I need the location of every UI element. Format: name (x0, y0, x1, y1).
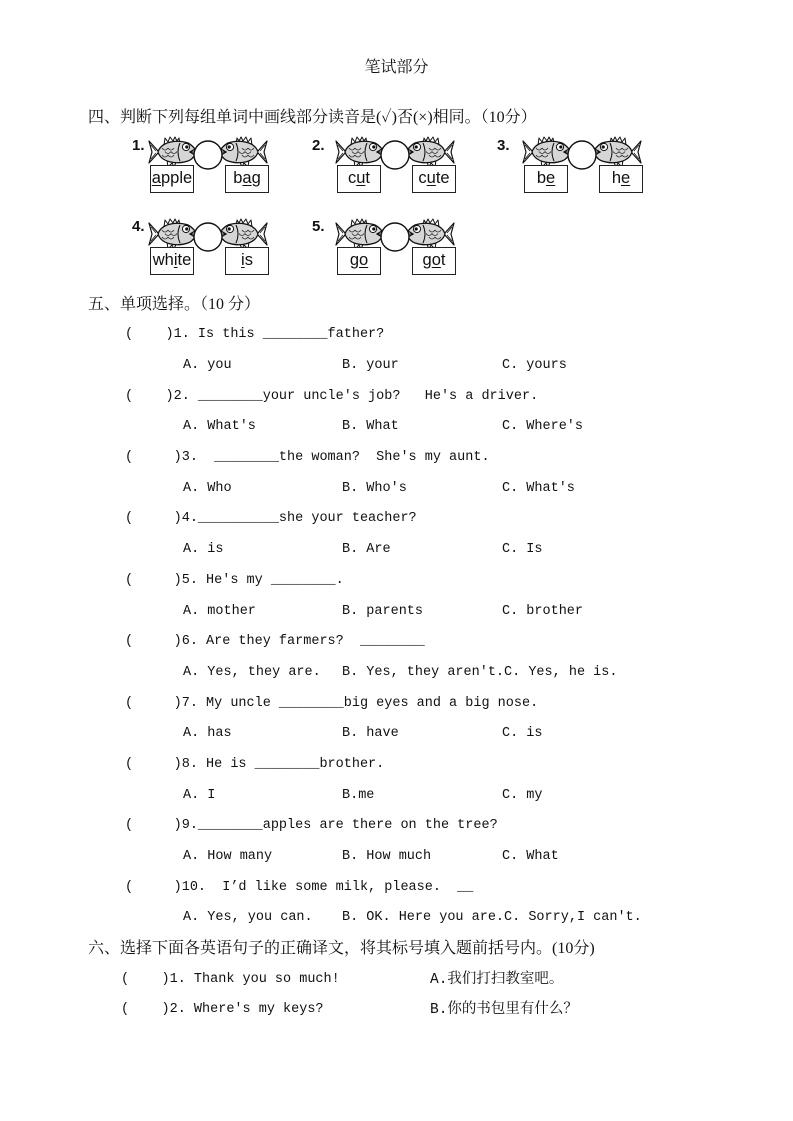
answer-bracket: ( ) (121, 1002, 170, 1018)
underlined-letter: e (621, 169, 631, 187)
questions-area (0, 290, 793, 1027)
chinese-translation: A.我们打扫教室吧。 (430, 971, 564, 988)
fish-icon (149, 219, 195, 249)
fish-icon (595, 137, 641, 167)
option-c: C. Yes, he is. (504, 664, 618, 680)
question-stem: 1. Is this ________father? (173, 327, 385, 343)
option-c: C. What's (502, 480, 575, 496)
question-stem: 9.________apples are there on the tree? (181, 818, 498, 834)
word-box (337, 165, 381, 193)
option-b: B. What (342, 419, 399, 435)
option-a: A. What's (183, 419, 256, 435)
english-sentence: 1. Thank you so much! (169, 971, 340, 987)
word-part: g (422, 251, 432, 269)
question-stem: 10. I’d like some milk, please. __ (181, 879, 474, 895)
translation-item-1 (0, 965, 793, 996)
translation-item-2 (0, 995, 793, 1026)
question-8 (0, 750, 793, 781)
fish-icon (523, 137, 569, 167)
answer-bracket: ( ) (125, 695, 182, 711)
question-4 (0, 504, 793, 535)
underlined-letter: o (431, 251, 441, 269)
question-8-options (0, 781, 793, 812)
phonics-item-number: 5. (312, 218, 325, 235)
word-part: h (611, 169, 621, 187)
word-part: pple (160, 169, 193, 187)
underlined-letter: u (426, 169, 436, 187)
question-stem: 5. He's my ________. (181, 572, 344, 588)
english-sentence: 2. Where's my keys? (169, 1002, 324, 1018)
page-title: 笔试部分 (364, 59, 429, 76)
option-a: A. I (183, 787, 216, 803)
answer-circle (381, 141, 409, 169)
phonics-item-4 (146, 216, 271, 278)
answer-bracket: ( ) (125, 879, 182, 895)
phonics-item-number: 4. (132, 218, 145, 235)
option-b: B. parents (342, 603, 424, 619)
answer-bracket: ( ) (125, 818, 182, 834)
underlined-letter: i (173, 251, 178, 269)
option-a: A. How many (183, 849, 273, 865)
question-9-options (0, 842, 793, 873)
section-6-heading: 六、选择下面各英语句子的正确译文，将其标号填入题前括号内。(10分) (88, 940, 595, 958)
word-box (599, 165, 643, 193)
option-c: C. is (502, 726, 543, 742)
phonics-item-number: 2. (312, 137, 325, 154)
section-4-heading: 四、判断下列每组单词中画线部分读音是(✓)否(×)相同。（10分） (88, 109, 537, 126)
word-part: te (177, 251, 192, 269)
option-b: B. Who's (342, 480, 407, 496)
fish-icon (149, 137, 195, 167)
word-box (150, 247, 194, 275)
option-a: A. mother (183, 603, 256, 619)
answer-bracket: ( ) (125, 388, 174, 404)
fish-icon (221, 137, 267, 167)
question-stem: 8. He is ________brother. (181, 756, 385, 772)
option-b: B.me (342, 787, 375, 803)
phonics-item-number: 1. (132, 137, 145, 154)
option-c: C. Where's (502, 419, 584, 435)
answer-bracket: ( ) (125, 511, 182, 527)
word-part: t (365, 169, 371, 187)
word-box (225, 247, 269, 275)
fish-icon (336, 137, 382, 167)
option-c: C. Sorry,I can't. (504, 910, 642, 926)
word-box (225, 165, 269, 193)
question-stem: 2. ________your uncle's job? He's a driver. (173, 388, 539, 404)
answer-circle (381, 223, 409, 251)
word-box (150, 165, 194, 193)
underlined-letter: u (356, 169, 366, 187)
question-4-options (0, 535, 793, 566)
word-part: b (536, 169, 546, 187)
word-part: wh (152, 251, 174, 269)
option-a: A. has (183, 726, 232, 742)
question-stem: 7. My uncle ________big eyes and a big nose. (181, 695, 539, 711)
underlined-letter: a (151, 169, 161, 187)
question-10-options (0, 903, 793, 934)
phonics-item-number: 3. (497, 137, 510, 154)
option-c: C. Is (502, 542, 543, 558)
chinese-translation: B.你的书包里有什么？ (430, 1002, 578, 1019)
answer-bracket: ( ) (125, 450, 182, 466)
fish-icon (408, 137, 454, 167)
question-5-options (0, 597, 793, 628)
answer-circle (194, 141, 222, 169)
answer-bracket: ( ) (121, 971, 170, 987)
answer-bracket: ( ) (125, 634, 182, 650)
word-box (524, 165, 568, 193)
question-7-options (0, 719, 793, 750)
underlined-letter: o (359, 251, 369, 269)
option-a: A. you (183, 358, 232, 374)
section-5-heading: 五、单项选择。（10 分） (88, 295, 261, 313)
option-c: C. yours (502, 358, 567, 374)
question-stem: 6. Are they farmers? ________ (181, 634, 425, 650)
option-c: C. brother (502, 603, 584, 619)
question-1-options (0, 351, 793, 382)
phonics-item-3 (520, 134, 645, 196)
question-10 (0, 873, 793, 904)
word-part: te (435, 169, 450, 187)
answer-circle (568, 141, 596, 169)
word-part: c (347, 169, 357, 187)
question-5 (0, 566, 793, 597)
phonics-item-2 (333, 134, 458, 196)
question-2-options (0, 412, 793, 443)
question-2 (0, 382, 793, 413)
question-9 (0, 811, 793, 842)
word-part: s (244, 251, 253, 269)
underlined-letter: e (546, 169, 556, 187)
question-3 (0, 443, 793, 474)
option-b: B. OK. Here you are. (342, 910, 505, 926)
answer-bracket: ( ) (125, 756, 182, 772)
option-b: B. have (342, 726, 399, 742)
question-6-options (0, 658, 793, 689)
question-stem: 4.__________she your teacher? (181, 511, 417, 527)
word-part: g (349, 251, 359, 269)
option-a: A. Yes, you can. (183, 910, 313, 926)
option-a: A. is (183, 542, 224, 558)
option-b: B. your (342, 358, 399, 374)
underlined-letter: i (241, 251, 245, 269)
question-1 (0, 320, 793, 351)
question-7 (0, 689, 793, 720)
option-a: A. Who (183, 480, 232, 496)
fish-icon (221, 219, 267, 249)
word-part: b (233, 169, 243, 187)
option-b: B. Yes, they aren't. (342, 664, 505, 680)
phonics-item-1 (146, 134, 271, 196)
answer-circle (194, 223, 222, 251)
option-b: B. Are (342, 542, 391, 558)
word-part: c (418, 169, 427, 187)
answer-bracket: ( ) (125, 572, 182, 588)
option-a: A. Yes, they are. (183, 664, 321, 680)
word-box (412, 165, 456, 193)
option-c: C. What (502, 849, 559, 865)
answer-bracket: ( ) (125, 327, 174, 343)
option-c: C. my (502, 787, 543, 803)
fish-icon (408, 219, 454, 249)
fish-icon (336, 219, 382, 249)
word-part: t (440, 251, 446, 269)
underlined-letter: a (242, 169, 252, 187)
question-6 (0, 627, 793, 658)
word-part: g (251, 169, 261, 187)
option-b: B. How much (342, 849, 432, 865)
word-box (412, 247, 456, 275)
phonics-item-5 (333, 216, 458, 278)
word-box (337, 247, 381, 275)
question-stem: 3. ________the woman? She's my aunt. (181, 450, 490, 466)
question-3-options (0, 474, 793, 505)
